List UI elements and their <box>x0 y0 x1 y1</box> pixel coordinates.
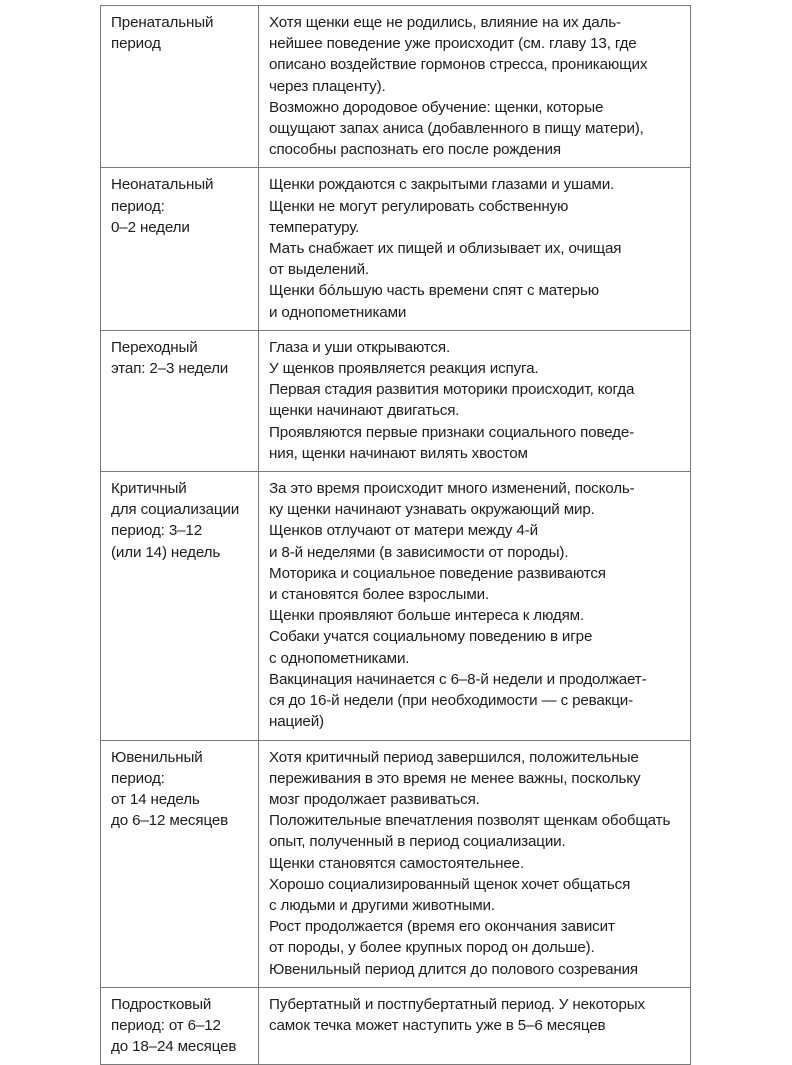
description-line: Ювенильный период длится до полового созревания <box>269 960 639 978</box>
description-line: ку щенки начинают узнавать окружающий мир. <box>269 501 595 519</box>
description-line: с однопометниками. <box>269 649 410 667</box>
description-line: способны распознать его после рождения <box>269 141 561 159</box>
description-line: переживания в это время не менее важны, поскольку <box>269 769 641 787</box>
description-line: За это время происходит много изменений, посколь- <box>269 480 635 498</box>
description-cell <box>259 168 691 330</box>
description-line: ощущают запах аниса (добавленного в пищу матери), <box>269 120 644 138</box>
description-line: нацией) <box>269 713 324 731</box>
period-line: период: от 6–12 <box>111 1016 221 1034</box>
description-line: Щенки бóльшую часть времени спят с матерью <box>269 282 599 300</box>
description-line: Пубертатный и постпубертатный период. У некоторых <box>269 995 645 1013</box>
description-line: Мать снабжает их пищей и облизывает их, очищая <box>269 240 622 258</box>
description-line: У щенков проявляется реакция испуга. <box>269 360 539 378</box>
description-line: Глаза и уши открываются. <box>269 338 451 356</box>
description-line: описано воздействие гормонов стресса, проникающих <box>269 56 648 74</box>
period-cell <box>101 168 259 330</box>
description-line: Хотя критичный период завершился, положительные <box>269 748 639 766</box>
period-line: до 6–12 месяцев <box>111 812 229 830</box>
description-line: Щенки проявляют больше интереса к людям. <box>269 607 585 625</box>
description-line: через плаценту). <box>269 77 386 95</box>
period-line: Неонатальный <box>111 176 214 194</box>
description-line: Щенки не могут регулировать собственную <box>269 197 569 215</box>
period-line: (или 14) недель <box>111 543 221 561</box>
period-cell <box>101 6 259 168</box>
period-line: период: <box>111 197 165 215</box>
description-line: и 8-й неделями (в зависимости от породы). <box>269 543 569 561</box>
description-line: Вакцинация начинается с 6–8-й недели и продолжает- <box>269 670 647 688</box>
description-line: опыт, полученный в период социализации. <box>269 833 566 851</box>
period-line: Ювенильный <box>111 748 203 766</box>
period-line: этап: 2–3 недели <box>111 360 229 378</box>
description-line: Проявляются первые признаки социального поведе- <box>269 423 635 441</box>
period-line: от 14 недель <box>111 790 200 808</box>
table-row-neonatal <box>101 168 691 330</box>
description-line: мозг продолжает развиваться. <box>269 790 480 808</box>
description-line: Щенки рождаются с закрытыми глазами и ушами. <box>269 176 615 194</box>
period-line: 0–2 недели <box>111 218 190 236</box>
description-cell <box>259 472 691 740</box>
description-line: Щенки становятся самостоятельнее. <box>269 854 525 872</box>
description-line: нейшее поведение уже происходит (см. главу 13, где <box>269 35 637 53</box>
description-line: Рост продолжается (время его окончания зависит <box>269 918 615 936</box>
table-row-critical-socialization <box>101 472 691 740</box>
description-cell <box>259 6 691 168</box>
table-row-juvenile <box>101 740 691 987</box>
description-line: самок течка может наступить уже в 5–6 месяцев <box>269 1016 606 1034</box>
period-line: для социализации <box>111 501 240 519</box>
description-line: Собаки учатся социальному поведению в игре <box>269 628 593 646</box>
description-line: Первая стадия развития моторики происходит, когда <box>269 381 635 399</box>
description-cell <box>259 330 691 471</box>
period-line: до 18–24 месяцев <box>111 1038 237 1056</box>
description-line: Хотя щенки еще не родились, влияние на их даль- <box>269 14 621 31</box>
period-line: Переходный <box>111 338 198 356</box>
puppy-development-periods-table <box>100 5 691 1065</box>
period-line: период: <box>111 769 165 787</box>
period-cell <box>101 330 259 471</box>
description-line: Моторика и социальное поведение развиваются <box>269 564 606 582</box>
period-line: Критичный <box>111 480 187 498</box>
description-cell <box>259 987 691 1065</box>
description-line: ся до 16-й недели (при необходимости — с ревакци- <box>269 692 634 710</box>
period-line: период <box>111 35 161 53</box>
description-line: от породы, у более крупных пород он дольше). <box>269 939 595 957</box>
description-line: и становятся более взрослыми. <box>269 586 490 604</box>
description-line: и однопометниками <box>269 303 407 321</box>
period-cell <box>101 740 259 987</box>
table-row-adolescent <box>101 987 691 1065</box>
description-line: Положительные впечатления позволят щенкам обобщать <box>269 812 671 830</box>
period-cell <box>101 472 259 740</box>
description-line: Хорошо социализированный щенок хочет общаться <box>269 875 631 893</box>
description-cell <box>259 740 691 987</box>
table-row-transitional <box>101 330 691 471</box>
period-line: Пренатальный <box>111 14 214 31</box>
description-line: Щенков отлучают от матери между 4-й <box>269 522 538 540</box>
description-line: Возможно дородовое обучение: щенки, которые <box>269 98 604 116</box>
period-line: период: 3–12 <box>111 522 203 540</box>
description-line: температуру. <box>269 218 360 236</box>
period-line: Подростковый <box>111 995 212 1013</box>
period-cell <box>101 987 259 1065</box>
description-line: с людьми и другими животными. <box>269 896 495 914</box>
description-line: щенки начинают двигаться. <box>269 402 460 420</box>
description-line: ния, щенки начинают вилять хвостом <box>269 444 528 462</box>
table-row-prenatal <box>101 6 691 168</box>
description-line: от выделений. <box>269 261 370 279</box>
